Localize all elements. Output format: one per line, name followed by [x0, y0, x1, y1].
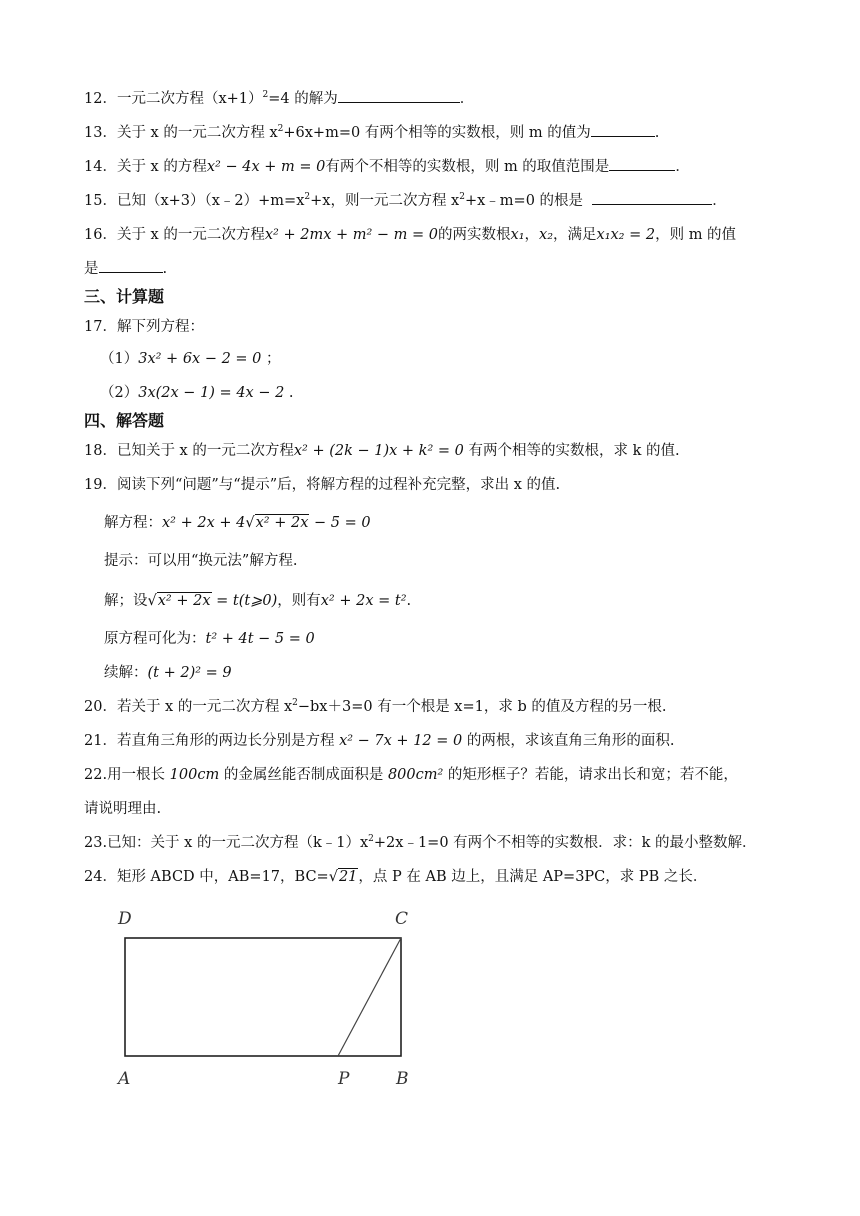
question-text: ，满足: [553, 227, 597, 243]
section-heading: 三、计算题: [84, 287, 165, 306]
punctuation: .: [162, 261, 168, 277]
question-number: 19．: [84, 477, 117, 493]
question-19: [84, 474, 800, 496]
question-text: 请说明理由.: [84, 801, 162, 817]
math-expression: t² + 4t − 5 = 0: [205, 631, 315, 647]
question-17: [84, 316, 800, 338]
question-text: −bx＋3=0 有一个根是 x=1，求 b 的值及方程的另一根.: [297, 699, 667, 715]
question-text: ，点 P 在 AB 边上，且满足 AP=3PC，求 PB 之长．: [358, 869, 708, 885]
step-label: 解；设: [104, 593, 148, 609]
question-number: 13．: [84, 125, 117, 141]
radicand: 21: [338, 869, 358, 885]
math-expression: 3x² + 6x − 2 = 0: [138, 351, 262, 367]
answer-blank[interactable]: [99, 258, 163, 273]
question-text: 已知（x+3）（x﹣2）+m=x: [116, 193, 305, 209]
math-expression: − 5 = 0: [309, 515, 371, 531]
vertex-label-c: C: [395, 909, 409, 929]
answer-blank[interactable]: [591, 122, 655, 137]
step-label: 原方程可化为：: [104, 631, 206, 647]
question-21: [84, 730, 800, 752]
question-text: 关于 x 的一元二次方程 x: [116, 125, 278, 141]
question-text: 有两个相等的实数根，求 k 的值.: [468, 443, 680, 459]
part-label: （2）: [100, 385, 139, 401]
math-variable: x₁: [510, 227, 525, 243]
question-number: 17．: [84, 319, 117, 335]
question-number: 21．: [84, 733, 117, 749]
question-text: 有两个不相等的实数根，则 m 的取值范围是: [325, 159, 610, 175]
question-text: 已知：关于 x 的一元二次方程（k﹣1）x: [107, 835, 369, 851]
math-expression: = t(t⩾0): [211, 593, 278, 609]
question-text: 的两根，求该直角三角形的面积.: [462, 733, 675, 749]
question-text: 解下列方程：: [116, 319, 204, 335]
question-12: [84, 88, 800, 110]
punctuation: .: [288, 385, 294, 401]
question-text: 是: [84, 261, 99, 277]
superscript: 2: [304, 192, 311, 203]
math-expression: 100cm: [169, 767, 220, 783]
answer-blank[interactable]: [338, 88, 460, 103]
question-22-continued: [84, 798, 800, 820]
square-root: √x² + 2x: [245, 515, 309, 531]
section-heading: 四、解答题: [84, 411, 165, 430]
hint-text: 提示：可以用“换元法”解方程.: [104, 553, 298, 569]
radicand: x² + 2x: [157, 593, 211, 609]
question-number: 24．: [84, 869, 117, 885]
segment-pc: [338, 938, 401, 1056]
question-number: 14．: [84, 159, 117, 175]
question-19-rewritten: [104, 628, 800, 650]
square-root: √21: [328, 869, 358, 885]
superscript: 2: [459, 192, 465, 203]
question-number: 15．: [84, 193, 117, 209]
question-13: [84, 122, 800, 144]
punctuation: ．: [459, 91, 475, 107]
question-text: 矩形 ABCD 中，AB=17，BC=: [116, 869, 329, 885]
question-18: [84, 440, 800, 462]
punctuation: ；: [266, 351, 281, 367]
vertex-label-p: P: [338, 1069, 350, 1089]
question-22: [84, 764, 800, 786]
question-number: 22.: [84, 767, 108, 783]
radicand: x² + 2x: [255, 515, 309, 531]
superscript: 2: [368, 834, 374, 845]
rectangle-figure: [100, 896, 430, 1096]
question-text: +x﹣m=0 的根是: [464, 193, 584, 209]
step-label: 解方程：: [104, 515, 162, 531]
superscript: 2: [292, 698, 298, 709]
question-text: +2x﹣1=0 有两个不相等的实数根．求：k 的最小整数解．: [373, 835, 757, 851]
math-expression: x² − 4x + m = 0: [206, 159, 326, 175]
math-expression: x² − 7x + 12 = 0: [339, 733, 463, 749]
rectangle-abcd: [125, 938, 401, 1056]
question-19-equation: [104, 512, 800, 534]
step-label: 续解：: [104, 665, 148, 681]
question-text: 若关于 x 的一元二次方程 x: [116, 699, 293, 715]
punctuation: .: [654, 125, 660, 141]
math-expression: x² + 2mx + m² − m = 0: [264, 227, 439, 243]
question-text: 一元二次方程（x+1）: [116, 91, 263, 107]
math-expression: x² + 2x = t²: [320, 593, 407, 609]
punctuation: ，: [524, 227, 540, 243]
math-expression: (t + 2)² = 9: [147, 665, 232, 681]
math-expression: 800cm²: [387, 767, 444, 783]
math-expression: x₁x₂ = 2: [596, 227, 656, 243]
question-text: 的矩形框子？若能，请求出长和宽；若不能，: [443, 767, 738, 783]
answer-blank[interactable]: [592, 190, 712, 205]
question-text: 的金属丝能否制成面积是: [219, 767, 388, 783]
question-text: 若直角三角形的两边长分别是方程: [116, 733, 340, 749]
question-text: 的两实数根: [438, 227, 511, 243]
vertex-label-a: A: [118, 1069, 131, 1089]
question-text: +x，则一元二次方程 x: [310, 193, 460, 209]
math-expression: x² + 2x + 4: [162, 515, 246, 531]
question-16-continued: [84, 258, 800, 280]
question-text: 用一根长: [107, 767, 170, 783]
question-text: 已知关于 x 的一元二次方程: [116, 443, 294, 459]
answer-blank[interactable]: [609, 156, 675, 171]
question-24: [84, 866, 800, 888]
part-label: （1）: [100, 351, 139, 367]
question-text: 阅读下列“问题”与“提示”后，将解方程的过程补充完整，求出 x 的值.: [116, 477, 561, 493]
question-19-substitution: [104, 590, 800, 612]
math-variable: x₂: [539, 227, 554, 243]
question-number: 20．: [84, 699, 117, 715]
square-root: √x² + 2x: [147, 593, 211, 609]
step-text: ，则有: [277, 593, 321, 609]
punctuation: ．: [712, 193, 727, 209]
question-number: 12．: [84, 91, 117, 107]
question-17-part-2: [100, 382, 800, 404]
question-number: 18．: [84, 443, 117, 459]
question-text: +6x+m=0 有两个相等的实数根，则 m 的值为: [283, 125, 591, 141]
superscript: 2: [277, 124, 284, 135]
superscript: 2: [262, 90, 269, 101]
question-17-part-1: [100, 348, 800, 370]
question-16: [84, 224, 800, 246]
question-20: [84, 696, 800, 718]
question-text: ，则 m 的值: [655, 227, 737, 243]
punctuation: .: [406, 593, 412, 609]
question-text: 关于 x 的一元二次方程: [116, 227, 265, 243]
question-23: [84, 832, 800, 854]
vertex-label-d: D: [118, 909, 132, 929]
question-14: [84, 156, 800, 178]
question-number: 16．: [84, 227, 117, 243]
question-number: 23.: [84, 835, 108, 851]
vertex-label-b: B: [396, 1069, 409, 1089]
math-expression: x² + (2k − 1)x + k² = 0: [293, 443, 464, 459]
punctuation: ．: [675, 159, 690, 175]
question-19-hint: [104, 550, 800, 572]
question-text: =4 的解为: [268, 91, 338, 107]
question-19-continue: [104, 662, 800, 684]
math-expression: 3x(2x − 1) = 4x − 2: [138, 385, 285, 401]
question-15: [84, 190, 800, 212]
question-text: 关于 x 的方程: [116, 159, 207, 175]
